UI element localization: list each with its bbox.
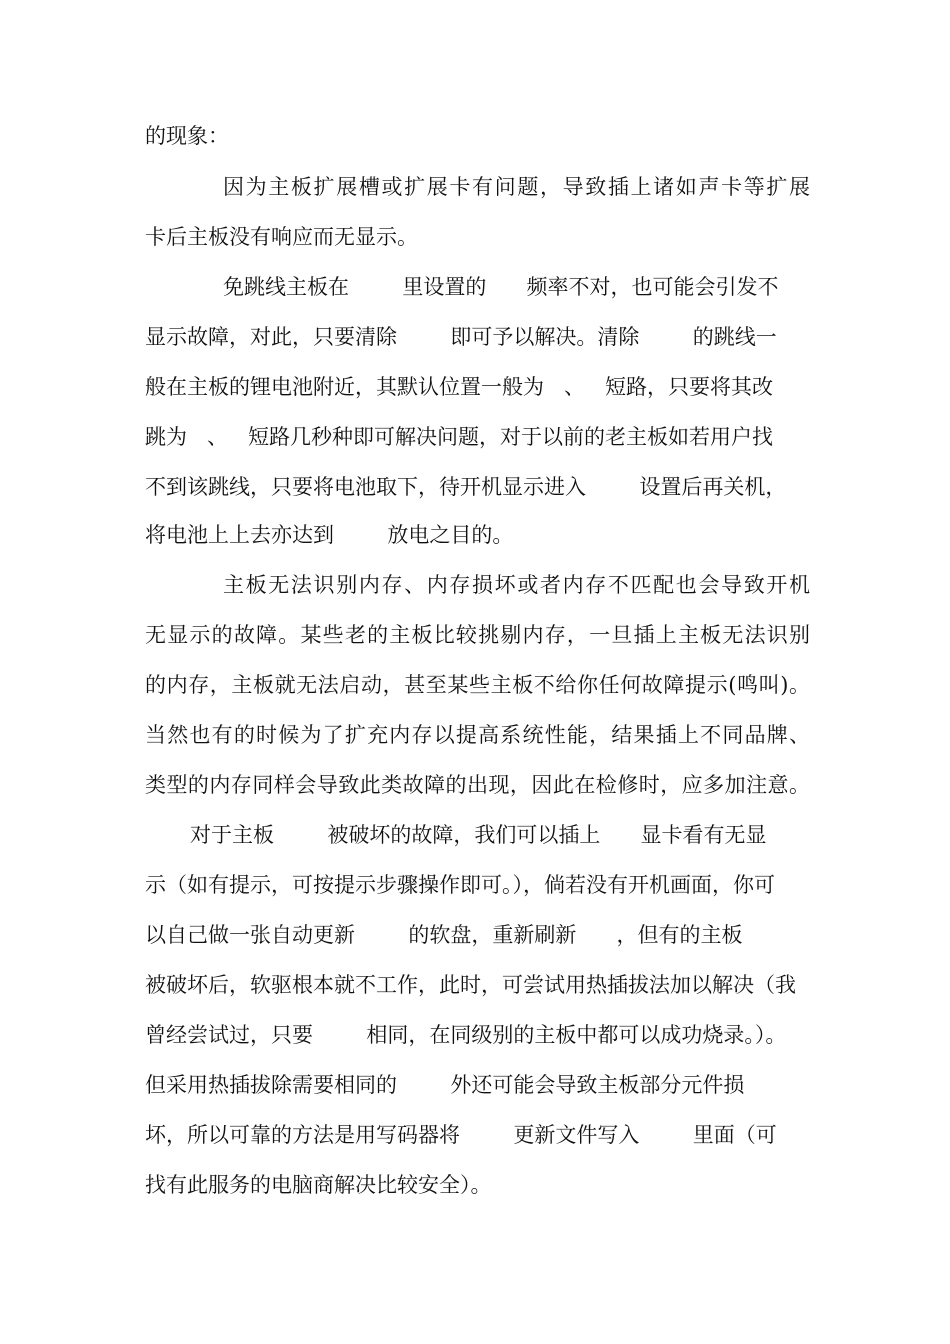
text-line: 不到该跳线，只要将电池取下，待开机显示进入 设置后再关机，: [145, 475, 787, 499]
paragraph-start: 对于主板 被破坏的故障，我们可以插上 显卡看有无显: [190, 823, 767, 847]
text-line: 当然也有的时候为了扩充内存以提高系统性能，结果插上不同品牌、: [145, 723, 810, 747]
text-line: 跳为 、 短路几秒种即可解决问题，对于以前的老主板如若用户找: [145, 425, 774, 449]
text-line: 示（如有提示，可按提示步骤操作即可。），倘若没有开机画面，你可: [145, 873, 775, 897]
text-line: 般在主板的锂电池附近，其默认位置一般为 、 短路，只要将其改: [145, 375, 774, 399]
text-line: 类型的内存同样会导致此类故障的出现，因此在检修时，应多加注意。: [145, 773, 810, 797]
paragraph-start: 主板无法识别内存、内存损坏或者内存不匹配也会导致开机: [223, 573, 810, 597]
paragraph-start: 因为主板扩展槽或扩展卡有问题，导致插上诸如声卡等扩展: [223, 175, 810, 199]
text-line: 将电池上上去亦达到 放电之目的。: [145, 523, 514, 547]
text-line: 以自己做一张自动更新 的软盘，重新刷新 ，但有的主板: [145, 923, 743, 947]
text-line: 曾经尝试过，只要 相同，在同级别的主板中都可以成功烧录。）。: [145, 1023, 787, 1047]
text-line: 坏，所以可靠的方法是用写码器将 更新文件写入 里面（可: [145, 1123, 777, 1147]
text-line: 找有此服务的电脑商解决比较安全）。: [145, 1173, 492, 1197]
paragraph-start: 免跳线主板在 里设置的 频率不对，也可能会引发不: [223, 275, 779, 299]
text-line: 被破坏后，软驱根本就不工作，此时，可尝试用热插拔法加以解决（我: [145, 973, 796, 997]
text-line: 的内存，主板就无法启动，甚至某些主板不给你任何故障提示(鸣叫)。: [145, 673, 810, 697]
text-line: 但采用热插拔除需要相同的 外还可能会导致主板部分元件损: [145, 1073, 745, 1097]
text-line: 的现象：: [145, 124, 229, 148]
text-line: 无显示的故障。某些老的主板比较挑剔内存，一旦插上主板无法识别: [145, 623, 810, 647]
text-line: 显示故障，对此，只要清除 即可予以解决。清除 的跳线一: [145, 325, 777, 349]
text-line: 卡后主板没有响应而无显示。: [145, 225, 418, 249]
